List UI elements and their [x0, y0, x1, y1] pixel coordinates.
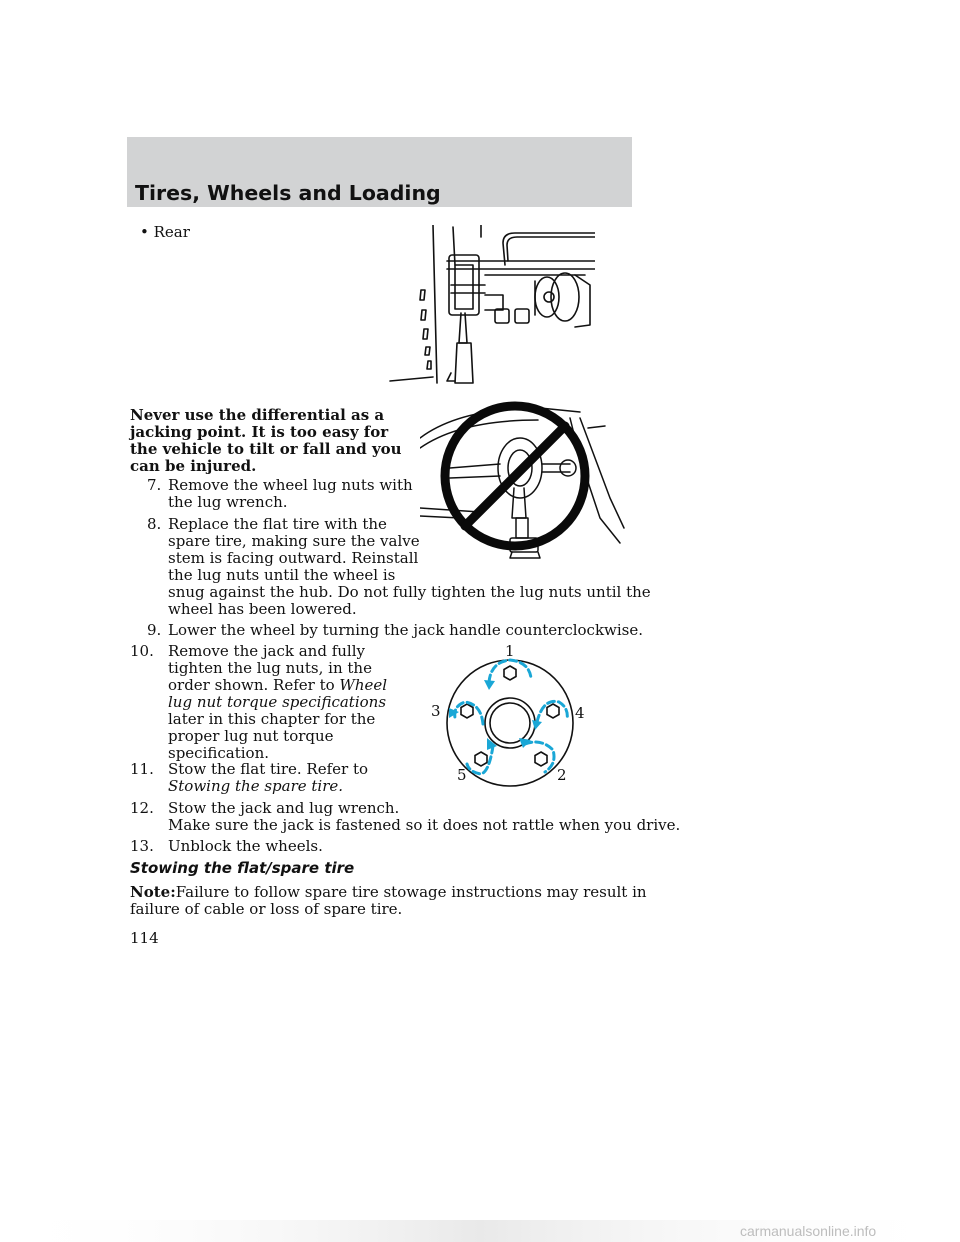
chapter-title: Tires, Wheels and Loading [135, 181, 441, 205]
lug-label-3: 3 [431, 702, 441, 720]
lug-nut-1 [504, 666, 516, 680]
step-9-number: 9. [147, 621, 162, 639]
step-10-line-5: later in this chapter for the [168, 710, 376, 728]
note-line-1 [130, 884, 647, 901]
lug-label-4: 4 [575, 704, 585, 722]
lug-label-2: 2 [557, 766, 567, 784]
lug-nut-2 [535, 752, 547, 766]
rear-bullet-item [140, 224, 190, 241]
step-8-line-1: Replace the flat tire with the [168, 515, 387, 533]
step-8-line-3: stem is facing outward. Reinstall [168, 549, 419, 567]
rotation-arrow-2 [525, 742, 554, 772]
step-11-line-1: Stow the flat tire. Refer to [168, 760, 369, 778]
step-8-line-4: the lug nuts until the wheel is [168, 566, 396, 584]
page-number: 114 [130, 929, 159, 947]
step-12-line-1: Stow the jack and lug wrench. [168, 799, 400, 817]
lug-nut-sequence-diagram [425, 640, 595, 790]
step-12-line-2: Make sure the jack is fastened so it does not rattle when you drive. [168, 816, 681, 834]
wheel-lug-nut-torque-link-part-2: lug nut torque specifications [168, 693, 387, 711]
step-10-line-6: proper lug nut torque [168, 727, 334, 745]
step-13-number: 13. [130, 837, 154, 855]
rear-label: Rear [153, 223, 190, 241]
section-heading: Stowing the flat/spare tire [130, 859, 355, 877]
note-text-1: Failure to follow spare tire stowage instructions may result in [175, 883, 647, 901]
step-10-line-7: specification. [168, 744, 270, 762]
wheel-lug-nut-torque-link-part-1: Wheel [339, 676, 388, 694]
warning-line-1: Never use the differential as a [130, 406, 385, 424]
note-label: Note: [130, 883, 176, 901]
step-10-line-3 [168, 677, 387, 694]
step-13-line-1: Unblock the wheels. [168, 837, 323, 855]
stowing-spare-tire-link: Stowing the spare tire. [168, 777, 344, 795]
center-hub-inner [490, 703, 530, 743]
lug-nut-4 [547, 704, 559, 718]
step-11-number: 11. [130, 760, 154, 778]
footer-watermark-band [0, 1220, 960, 1242]
step-7-line-2: the lug wrench. [168, 493, 288, 511]
step-12-number: 12. [130, 799, 154, 817]
step-8-line-2: spare tire, making sure the valve [168, 532, 420, 550]
rear-jack-illustration [385, 225, 595, 385]
step-7-line-1: Remove the wheel lug nuts with [168, 476, 413, 494]
step-8-line-6: wheel has been lowered. [168, 600, 357, 618]
warning-line-4: can be injured. [130, 457, 257, 475]
step-8-number: 8. [147, 515, 162, 533]
step-8-line-5: snug against the hub. Do not fully tighten the lug nuts until the [168, 583, 651, 601]
lug-nut-3 [461, 704, 473, 718]
lug-label-5: 5 [457, 766, 467, 784]
step-10-line-2: tighten the lug nuts, in the [168, 659, 372, 677]
warning-line-2: jacking point. It is too easy for [130, 423, 389, 441]
step-9-line-1: Lower the wheel by turning the jack handle counterclockwise. [168, 621, 644, 639]
note-line-2: failure of cable or loss of spare tire. [130, 900, 403, 918]
bullet-glyph: • [140, 223, 149, 241]
step-10-line-1: Remove the jack and fully [168, 642, 365, 660]
warning-line-3: the vehicle to tilt or fall and you [130, 440, 402, 458]
rotation-arrow-5 [467, 746, 493, 774]
step-10-line-3-text: order shown. Refer to [168, 676, 340, 694]
step-10-number: 10. [130, 642, 154, 660]
footer-watermark-text: carmanualsonline.info [740, 1223, 877, 1239]
step-7-number: 7. [147, 476, 162, 494]
lug-label-1: 1 [505, 642, 515, 660]
lug-nut-5 [475, 752, 487, 766]
chapter-header [127, 137, 632, 207]
no-differential-jacking-illustration [420, 398, 625, 563]
rotation-arrowhead-1 [484, 680, 495, 690]
rotation-arrow-1 [489, 660, 531, 682]
rotation-arrowhead-4 [532, 720, 542, 730]
